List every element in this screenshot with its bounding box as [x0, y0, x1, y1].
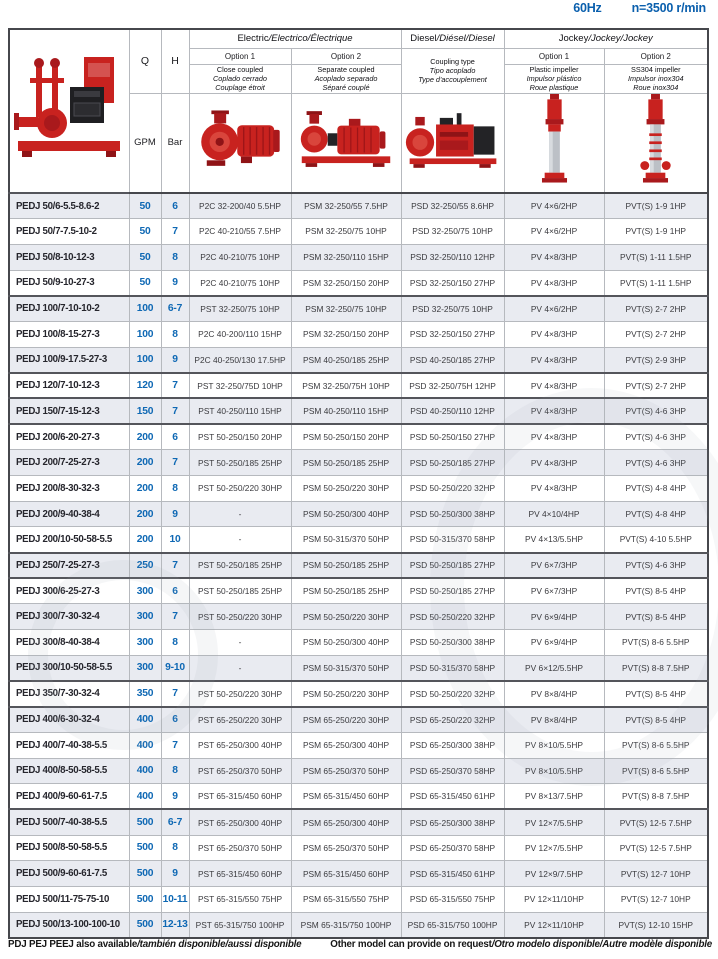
head-bar-cell: 6 — [161, 707, 189, 733]
table-row — [9, 707, 708, 733]
jockey-option1-cell: PV 12×11/10HP — [504, 912, 604, 938]
model-cell: PEDJ 200/6-20-27-3 — [9, 424, 129, 450]
table-row — [9, 809, 708, 835]
model-cell: PEDJ 50/6-5.5-8.6-2 — [9, 193, 129, 219]
model-cell: PEDJ 100/9-17.5-27-3 — [9, 347, 129, 373]
jockey-option2-cell: PVT(S) 4-8 4HP — [604, 476, 708, 502]
electric-option1-cell: PST 65-250/370 50HP — [189, 758, 291, 784]
jockey-option2-cell: PVT(S) 12-5 7.5HP — [604, 809, 708, 835]
diesel-cell: PSD 32-250/75 10HP — [401, 296, 504, 322]
flow-gpm-cell: 150 — [129, 398, 161, 424]
jockey-option1-cell: PV 4×8/3HP — [504, 347, 604, 373]
table-row — [9, 476, 708, 502]
jockey-option2-label: Option 2 — [604, 48, 708, 64]
jockey-option2-cell: PVT(S) 12-5 7.5HP — [604, 835, 708, 861]
diesel-cell: PSD 65-250/370 58HP — [401, 758, 504, 784]
jockey-option1-cell: PV 4×8/3HP — [504, 270, 604, 296]
jockey-option1-cell: PV 4×13/5.5HP — [504, 527, 604, 553]
jockey-option1-cell: PV 4×8/3HP — [504, 321, 604, 347]
electric-option1-cell: P2C 40-210/75 10HP — [189, 270, 291, 296]
jockey-option2-cell: PVT(S) 4-8 4HP — [604, 501, 708, 527]
table-row — [9, 784, 708, 810]
electric-option2-cell: PSM 65-315/550 75HP — [291, 887, 401, 913]
jockey-option2-cell: PVT(S) 4-10 5.5HP — [604, 527, 708, 553]
electric-option1-cell: - — [189, 630, 291, 656]
head-bar-cell: 6 — [161, 578, 189, 604]
diesel-cell: PSD 65-315/450 61HP — [401, 861, 504, 887]
head-bar-cell: 10-11 — [161, 887, 189, 913]
jockey-option2-cell: PVT(S) 8-8 7.5HP — [604, 655, 708, 681]
jockey-option2-cell: PVT(S) 8-6 5.5HP — [604, 630, 708, 656]
diesel-cell: PSD 50-250/220 32HP — [401, 681, 504, 707]
footer-left: PDJ PEJ PEEJ also available/también disponible/aussi disponible — [8, 939, 302, 950]
electric-option2-descriptor: Separate coupled Acoplado separado Séparé couplé — [291, 64, 401, 93]
electric-option1-cell: PST 50-250/220 30HP — [189, 604, 291, 630]
head-bar-cell: 9 — [161, 347, 189, 373]
diesel-cell: PSD 50-250/185 27HP — [401, 450, 504, 476]
electric-option2-cell: PSM 65-250/370 50HP — [291, 758, 401, 784]
diesel-engine-pump-photo — [401, 93, 504, 193]
head-bar-cell: 9 — [161, 501, 189, 527]
jockey-option2-cell: PVT(S) 4-6 3HP — [604, 450, 708, 476]
jockey-option2-cell: PVT(S) 2-9 3HP — [604, 347, 708, 373]
diesel-cell: PSD 65-250/220 32HP — [401, 707, 504, 733]
electric-option2-cell: PSM 32-250/150 20HP — [291, 321, 401, 347]
electric-option2-cell: PSM 32-250/150 20HP — [291, 270, 401, 296]
jockey-option2-descriptor: SS304 impeller Impulsor inox304 Roue inox304 — [604, 64, 708, 93]
electric-option2-cell: PSM 50-250/300 40HP — [291, 630, 401, 656]
electric-option1-cell: - — [189, 655, 291, 681]
electric-option1-cell: - — [189, 527, 291, 553]
fire-pump-set-illustration — [14, 51, 124, 166]
frequency-label: 60Hz — [573, 1, 602, 15]
table-row — [9, 835, 708, 861]
jockey-option2-cell: PVT(S) 8-6 5.5HP — [604, 732, 708, 758]
model-cell: PEDJ 100/7-10-10-2 — [9, 296, 129, 322]
model-cell: PEDJ 250/7-25-27-3 — [9, 553, 129, 579]
flow-gpm-cell: 200 — [129, 424, 161, 450]
electric-option2-cell: PSM 50-250/220 30HP — [291, 476, 401, 502]
diesel-cell: PSD 65-315/550 75HP — [401, 887, 504, 913]
electric-option2-cell: PSM 65-250/300 40HP — [291, 732, 401, 758]
head-bar-cell: 7 — [161, 604, 189, 630]
table-row — [9, 450, 708, 476]
model-cell: PEDJ 200/7-25-27-3 — [9, 450, 129, 476]
electric-option2-cell: PSM 65-250/220 30HP — [291, 707, 401, 733]
diesel-cell: PSD 50-315/370 58HP — [401, 655, 504, 681]
jockey-option2-cell: PVT(S) 1-11 1.5HP — [604, 270, 708, 296]
jockey-option1-cell: PV 4×8/3HP — [504, 450, 604, 476]
electric-option1-cell: PST 50-250/185 25HP — [189, 578, 291, 604]
electric-option1-cell: P2C 40-210/55 7.5HP — [189, 219, 291, 245]
flow-gpm-cell: 300 — [129, 604, 161, 630]
electric-option2-cell: PSM 32-250/75 10HP — [291, 296, 401, 322]
jockey-option1-cell: PV 6×9/4HP — [504, 630, 604, 656]
flow-gpm-cell: 50 — [129, 270, 161, 296]
diesel-cell: PSD 40-250/110 12HP — [401, 398, 504, 424]
electric-option1-cell: PST 65-315/450 60HP — [189, 784, 291, 810]
head-bar-cell: 7 — [161, 732, 189, 758]
jockey-option2-cell: PVT(S) 8-5 4HP — [604, 681, 708, 707]
flow-gpm-cell: 200 — [129, 450, 161, 476]
model-cell: PEDJ 50/7-7.5-10-2 — [9, 219, 129, 245]
jockey-option2-cell: PVT(S) 12-7 10HP — [604, 861, 708, 887]
head-bar-cell: 9 — [161, 784, 189, 810]
head-bar-cell: 8 — [161, 244, 189, 270]
table-row — [9, 630, 708, 656]
close-coupled-pump-illustration — [192, 110, 288, 170]
head-bar-cell: 7 — [161, 219, 189, 245]
electric-option1-cell: PST 32-250/75 10HP — [189, 296, 291, 322]
diesel-cell: PSD 50-250/150 27HP — [401, 424, 504, 450]
jockey-option1-cell: PV 4×8/3HP — [504, 244, 604, 270]
electric-option1-cell: PST 65-250/300 40HP — [189, 809, 291, 835]
electric-option1-cell: P2C 40-210/75 10HP — [189, 244, 291, 270]
head-bar-cell: 7 — [161, 398, 189, 424]
head-bar-cell: 8 — [161, 835, 189, 861]
flow-gpm-cell: 50 — [129, 193, 161, 219]
electric-option1-cell: PST 40-250/110 15HP — [189, 398, 291, 424]
model-cell: PEDJ 500/11-75-75-10 — [9, 887, 129, 913]
jockey-option2-cell: PVT(S) 8-5 4HP — [604, 707, 708, 733]
table-row — [9, 219, 708, 245]
jockey-option2-cell: PVT(S) 4-6 3HP — [604, 553, 708, 579]
jockey-option1-cell: PV 12×7/5.5HP — [504, 809, 604, 835]
jockey-option1-cell: PV 6×7/3HP — [504, 553, 604, 579]
table-row — [9, 244, 708, 270]
jockey-option2-cell: PVT(S) 1-9 1HP — [604, 193, 708, 219]
model-cell: PEDJ 300/7-30-32-4 — [9, 604, 129, 630]
jockey-option1-cell: PV 6×9/4HP — [504, 604, 604, 630]
head-bar-cell: 10 — [161, 527, 189, 553]
diesel-cell: PSD 50-250/185 27HP — [401, 578, 504, 604]
electric-option1-cell: PST 65-315/450 60HP — [189, 861, 291, 887]
diesel-cell: PSD 65-250/300 38HP — [401, 732, 504, 758]
footer-right: Other model can provide on request/Otro modelo disponible/Autre modèle disponible — [330, 939, 712, 950]
jockey-option1-cell: PV 4×8/3HP — [504, 398, 604, 424]
close-coupled-pump-photo — [189, 93, 291, 193]
model-cell: PEDJ 400/6-30-32-4 — [9, 707, 129, 733]
diesel-descriptor: Coupling type Tipo acoplado Type d'accouplement — [401, 48, 504, 93]
diesel-pump-illustration — [404, 110, 502, 171]
table-row — [9, 347, 708, 373]
diesel-cell: PSD 50-250/300 38HP — [401, 501, 504, 527]
electric-option2-cell: PSM 65-315/750 100HP — [291, 912, 401, 938]
head-bar-cell: 6 — [161, 193, 189, 219]
table-row — [9, 501, 708, 527]
table-row — [9, 655, 708, 681]
flow-gpm-cell: 500 — [129, 912, 161, 938]
model-cell: PEDJ 350/7-30-32-4 — [9, 681, 129, 707]
jockey-option2-cell: PVT(S) 2-7 2HP — [604, 321, 708, 347]
jockey-option1-label: Option 1 — [504, 48, 604, 64]
model-cell: PEDJ 150/7-15-12-3 — [9, 398, 129, 424]
table-row — [9, 527, 708, 553]
separate-coupled-pump-photo — [291, 93, 401, 193]
model-cell: PEDJ 100/8-15-27-3 — [9, 321, 129, 347]
electric-option1-cell: - — [189, 501, 291, 527]
model-cell: PEDJ 400/8-50-58-5.5 — [9, 758, 129, 784]
jockey-option2-cell: PVT(S) 8-8 7.5HP — [604, 784, 708, 810]
flow-gpm-cell: 500 — [129, 887, 161, 913]
electric-option2-cell: PSM 50-250/185 25HP — [291, 450, 401, 476]
flow-gpm-cell: 250 — [129, 553, 161, 579]
jockey-option1-cell: PV 8×8/4HP — [504, 707, 604, 733]
jockey-option2-cell: PVT(S) 2-7 2HP — [604, 296, 708, 322]
electric-group-header: Electric/Electrico/Électrique — [189, 29, 401, 48]
diesel-cell: PSD 32-250/75H 12HP — [401, 373, 504, 399]
flow-gpm-cell: 200 — [129, 527, 161, 553]
electric-option1-cell: PST 65-315/750 100HP — [189, 912, 291, 938]
electric-option1-cell: PST 65-250/370 50HP — [189, 835, 291, 861]
flow-gpm-cell: 100 — [129, 321, 161, 347]
speed-label: n=3500 r/min — [631, 1, 706, 15]
model-cell: PEDJ 200/10-50-58-5.5 — [9, 527, 129, 553]
footer-note — [8, 939, 712, 950]
jockey-option1-cell: PV 4×8/3HP — [504, 373, 604, 399]
jockey-pump-ss304-illustration — [640, 94, 671, 187]
jockey-option1-cell: PV 6×7/3HP — [504, 578, 604, 604]
pump-spec-table — [8, 28, 709, 939]
electric-option1-cell: PST 50-250/220 30HP — [189, 681, 291, 707]
model-cell: PEDJ 400/7-40-38-5.5 — [9, 732, 129, 758]
electric-option1-cell: PST 50-250/185 25HP — [189, 450, 291, 476]
head-bar-cell: 7 — [161, 373, 189, 399]
table-row — [9, 861, 708, 887]
diesel-cell: PSD 32-250/110 12HP — [401, 244, 504, 270]
diesel-cell: PSD 32-250/150 27HP — [401, 270, 504, 296]
flow-gpm-cell: 500 — [129, 861, 161, 887]
electric-option2-cell: PSM 65-315/450 60HP — [291, 861, 401, 887]
jockey-option1-cell: PV 4×10/4HP — [504, 501, 604, 527]
table-row — [9, 732, 708, 758]
head-bar-cell: 9 — [161, 270, 189, 296]
flow-gpm-cell: 100 — [129, 296, 161, 322]
flow-gpm-cell: 200 — [129, 476, 161, 502]
diesel-cell: PSD 50-250/300 38HP — [401, 630, 504, 656]
jockey-option1-cell: PV 4×6/2HP — [504, 219, 604, 245]
model-cell: PEDJ 500/8-50-58-5.5 — [9, 835, 129, 861]
head-bar-cell: 9-10 — [161, 655, 189, 681]
table-row — [9, 424, 708, 450]
flow-gpm-cell: 400 — [129, 784, 161, 810]
flow-gpm-cell: 200 — [129, 501, 161, 527]
electric-option2-cell: PSM 50-250/185 25HP — [291, 578, 401, 604]
table-row — [9, 604, 708, 630]
head-bar-cell: 7 — [161, 553, 189, 579]
flow-column-header: Q — [129, 29, 161, 93]
electric-option2-cell: PSM 50-250/300 40HP — [291, 501, 401, 527]
model-cell: PEDJ 120/7-10-12-3 — [9, 373, 129, 399]
model-cell: PEDJ 300/6-25-27-3 — [9, 578, 129, 604]
diesel-cell: PSD 50-250/220 32HP — [401, 604, 504, 630]
jockey-option2-cell: PVT(S) 8-5 4HP — [604, 578, 708, 604]
electric-option2-cell: PSM 50-250/185 25HP — [291, 553, 401, 579]
table-row — [9, 373, 708, 399]
flow-gpm-cell: 400 — [129, 707, 161, 733]
jockey-option1-cell: PV 4×8/3HP — [504, 476, 604, 502]
jockey-option2-cell: PVT(S) 12-7 10HP — [604, 887, 708, 913]
diesel-cell: PSD 40-250/185 27HP — [401, 347, 504, 373]
packaged-fire-pump-set-photo — [9, 29, 129, 193]
diesel-cell: PSD 50-315/370 58HP — [401, 527, 504, 553]
flow-gpm-cell: 100 — [129, 347, 161, 373]
electric-option2-cell: PSM 32-250/75H 10HP — [291, 373, 401, 399]
electric-option1-cell: P2C 32-200/40 5.5HP — [189, 193, 291, 219]
flow-gpm-cell: 50 — [129, 219, 161, 245]
flow-gpm-cell: 500 — [129, 835, 161, 861]
separate-coupled-pump-illustration — [296, 109, 396, 171]
electric-option2-cell: PSM 50-315/370 50HP — [291, 655, 401, 681]
flow-gpm-cell: 300 — [129, 578, 161, 604]
jockey-option1-cell: PV 4×6/2HP — [504, 193, 604, 219]
head-bar-cell: 6-7 — [161, 296, 189, 322]
electric-option1-cell: P2C 40-250/130 17.5HP — [189, 347, 291, 373]
diesel-cell: PSD 65-315/750 100HP — [401, 912, 504, 938]
flow-unit-label: GPM — [129, 93, 161, 193]
jockey-option1-cell: PV 12×9/7.5HP — [504, 861, 604, 887]
jockey-option1-cell: PV 8×10/5.5HP — [504, 758, 604, 784]
table-row — [9, 681, 708, 707]
flow-gpm-cell: 400 — [129, 758, 161, 784]
jockey-option2-cell: PVT(S) 1-11 1.5HP — [604, 244, 708, 270]
diesel-cell: PSD 65-250/370 58HP — [401, 835, 504, 861]
electric-option2-cell: PSM 50-250/220 30HP — [291, 604, 401, 630]
jockey-option1-cell: PV 12×7/5.5HP — [504, 835, 604, 861]
model-cell: PEDJ 300/10-50-58-5.5 — [9, 655, 129, 681]
jockey-option2-cell: PVT(S) 2-7 2HP — [604, 373, 708, 399]
electric-option2-cell: PSM 50-250/150 20HP — [291, 424, 401, 450]
table-row — [9, 193, 708, 219]
model-cell: PEDJ 50/9-10-27-3 — [9, 270, 129, 296]
model-cell: PEDJ 500/13-100-100-10 — [9, 912, 129, 938]
electric-option1-cell: PST 65-315/550 75HP — [189, 887, 291, 913]
diesel-cell: PSD 32-250/75 10HP — [401, 219, 504, 245]
electric-option1-cell: PST 65-250/300 40HP — [189, 732, 291, 758]
electric-option1-descriptor: Close coupled Coplado cerrado Couplage étroit — [189, 64, 291, 93]
electric-option2-cell: PSM 65-250/370 50HP — [291, 835, 401, 861]
electric-option2-cell: PSM 32-250/75 10HP — [291, 219, 401, 245]
jockey-option1-cell: PV 4×6/2HP — [504, 296, 604, 322]
jockey-group-header: Jockey/Jockey/Jockey — [504, 29, 708, 48]
head-bar-cell: 8 — [161, 321, 189, 347]
head-bar-cell: 7 — [161, 681, 189, 707]
jockey-option2-cell: PVT(S) 4-6 3HP — [604, 398, 708, 424]
model-cell: PEDJ 500/9-60-61-7.5 — [9, 861, 129, 887]
jockey-option1-descriptor: Plastic impeller Impulsor plástico Roue plastique — [504, 64, 604, 93]
diesel-cell: PSD 32-250/150 27HP — [401, 321, 504, 347]
model-cell: PEDJ 500/7-40-38-5.5 — [9, 809, 129, 835]
electric-option1-cell: PST 50-250/220 30HP — [189, 476, 291, 502]
table-row — [9, 398, 708, 424]
electric-option1-cell: PST 50-250/150 20HP — [189, 424, 291, 450]
table-row — [9, 758, 708, 784]
electric-option2-cell: PSM 40-250/110 15HP — [291, 398, 401, 424]
operating-conditions — [573, 1, 706, 15]
electric-option2-cell: PSM 32-250/55 7.5HP — [291, 193, 401, 219]
electric-option2-cell: PSM 40-250/185 25HP — [291, 347, 401, 373]
flow-gpm-cell: 500 — [129, 809, 161, 835]
table-row — [9, 270, 708, 296]
diesel-group-header: Diesel/Diésel/Diesel — [401, 29, 504, 48]
electric-option2-cell: PSM 50-315/370 50HP — [291, 527, 401, 553]
model-cell: PEDJ 400/9-60-61-7.5 — [9, 784, 129, 810]
model-cell: PEDJ 200/9-40-38-4 — [9, 501, 129, 527]
vertical-jockey-pump-plastic-photo — [504, 93, 604, 193]
electric-option1-cell: PST 32-250/75D 10HP — [189, 373, 291, 399]
diesel-cell: PSD 65-250/300 38HP — [401, 809, 504, 835]
jockey-option1-cell: PV 4×8/3HP — [504, 424, 604, 450]
head-unit-label: Bar — [161, 93, 189, 193]
diesel-cell: PSD 32-250/55 8.6HP — [401, 193, 504, 219]
electric-option2-cell: PSM 32-250/110 15HP — [291, 244, 401, 270]
electric-option2-label: Option 2 — [291, 48, 401, 64]
flow-gpm-cell: 300 — [129, 630, 161, 656]
vertical-jockey-pump-ss304-photo — [604, 93, 708, 193]
jockey-option2-cell: PVT(S) 1-9 1HP — [604, 219, 708, 245]
head-bar-cell: 8 — [161, 630, 189, 656]
table-row — [9, 553, 708, 579]
model-cell: PEDJ 200/8-30-32-3 — [9, 476, 129, 502]
diesel-cell: PSD 50-250/185 27HP — [401, 553, 504, 579]
flow-gpm-cell: 120 — [129, 373, 161, 399]
flow-gpm-cell: 400 — [129, 732, 161, 758]
jockey-option2-cell: PVT(S) 8-6 5.5HP — [604, 758, 708, 784]
head-bar-cell: 12-13 — [161, 912, 189, 938]
electric-option2-cell: PSM 65-315/450 60HP — [291, 784, 401, 810]
model-cell: PEDJ 300/8-40-38-4 — [9, 630, 129, 656]
jockey-option1-cell: PV 6×12/5.5HP — [504, 655, 604, 681]
jockey-option1-cell: PV 8×8/4HP — [504, 681, 604, 707]
jockey-option2-cell: PVT(S) 12-10 15HP — [604, 912, 708, 938]
table-row — [9, 887, 708, 913]
head-bar-cell: 9 — [161, 861, 189, 887]
electric-option1-cell: PST 50-250/185 25HP — [189, 553, 291, 579]
electric-option1-cell: P2C 40-200/110 15HP — [189, 321, 291, 347]
table-row — [9, 912, 708, 938]
flow-gpm-cell: 300 — [129, 655, 161, 681]
spec-table-body — [9, 193, 708, 938]
jockey-pump-plastic-illustration — [539, 94, 570, 187]
electric-option1-cell: PST 65-250/220 30HP — [189, 707, 291, 733]
electric-option2-cell: PSM 50-250/220 30HP — [291, 681, 401, 707]
jockey-option1-cell: PV 12×11/10HP — [504, 887, 604, 913]
head-bar-cell: 6-7 — [161, 809, 189, 835]
table-row — [9, 296, 708, 322]
jockey-option1-cell: PV 8×13/7.5HP — [504, 784, 604, 810]
flow-gpm-cell: 50 — [129, 244, 161, 270]
head-bar-cell: 6 — [161, 424, 189, 450]
head-bar-cell: 8 — [161, 758, 189, 784]
jockey-option2-cell: PVT(S) 4-6 3HP — [604, 424, 708, 450]
table-row — [9, 321, 708, 347]
jockey-option2-cell: PVT(S) 8-5 4HP — [604, 604, 708, 630]
jockey-option1-cell: PV 8×10/5.5HP — [504, 732, 604, 758]
flow-gpm-cell: 350 — [129, 681, 161, 707]
electric-option2-cell: PSM 65-250/300 40HP — [291, 809, 401, 835]
head-bar-cell: 8 — [161, 476, 189, 502]
diesel-cell: PSD 50-250/220 32HP — [401, 476, 504, 502]
model-cell: PEDJ 50/8-10-12-3 — [9, 244, 129, 270]
diesel-cell: PSD 65-315/450 61HP — [401, 784, 504, 810]
electric-option1-label: Option 1 — [189, 48, 291, 64]
head-column-header: H — [161, 29, 189, 93]
table-row — [9, 578, 708, 604]
head-bar-cell: 7 — [161, 450, 189, 476]
